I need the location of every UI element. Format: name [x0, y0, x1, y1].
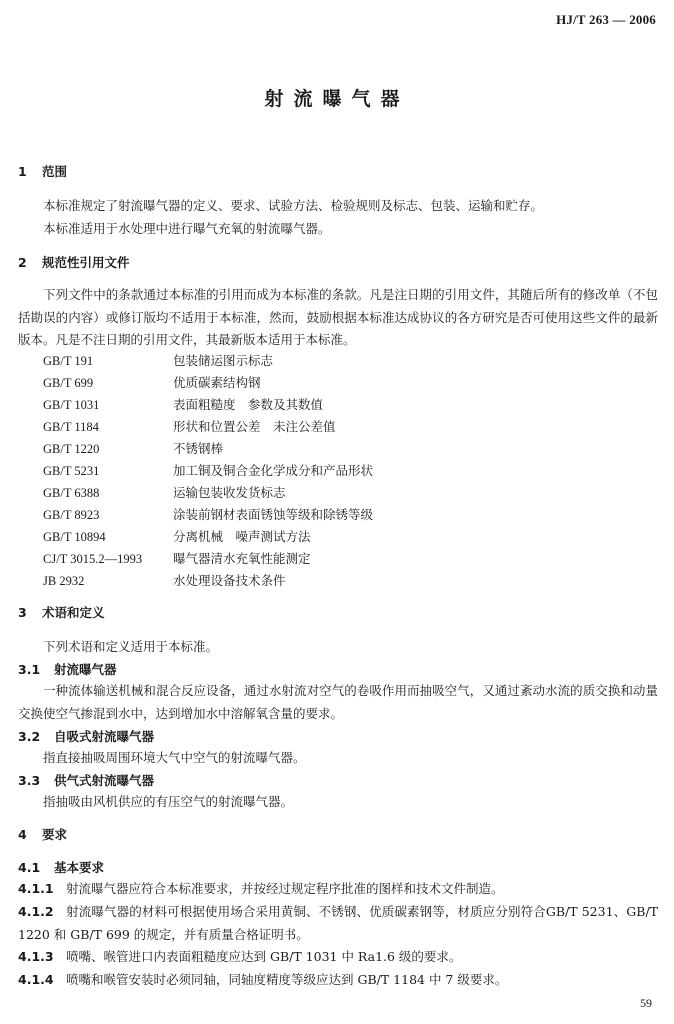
reference-code: CJ/T 3015.2—1993: [43, 552, 143, 566]
section-number: 4: [18, 827, 27, 842]
reference-code: GB/T 10894: [43, 530, 106, 544]
reference-title: 形状和位置公差 未注公差值: [173, 419, 336, 434]
page-title: 射流曝气器: [264, 88, 410, 110]
clause-number: 4.1.3: [18, 949, 54, 964]
term-3-1-heading: [18, 661, 117, 679]
clause-text: 喷嘴和喉管安装时必须同轴，同轴度精度等级应达到 GB/T 1184 中 7 级要求。: [66, 972, 508, 987]
paragraph: 下列术语和定义适用于本标准。: [43, 639, 219, 654]
term-definition: 指抽吸由风机供应的有压空气的射流曝气器。: [43, 794, 294, 809]
paragraph: 本标准规定了射流曝气器的定义、要求、试验方法、检验规则及标志、包装、运输和贮存。: [43, 198, 544, 213]
reference-code: GB/T 1031: [43, 398, 100, 412]
term-3-2-heading: [18, 728, 154, 746]
clause-number: 4.1.1: [18, 881, 54, 896]
term-number: 3.2: [18, 729, 41, 744]
reference-item: [43, 526, 643, 548]
subsection-4-1-heading: [18, 859, 104, 877]
page-number: 59: [640, 996, 652, 1010]
term-definition: 指直接抽吸周围环境大气中空气的射流曝气器。: [43, 750, 306, 765]
term-title: 供气式射流曝气器: [54, 773, 155, 788]
reference-code: GB/T 1184: [43, 420, 99, 434]
clause-number: 4.1.2: [18, 904, 54, 919]
section-title: 术语和定义: [42, 605, 105, 620]
term-3-3-heading: [18, 772, 154, 790]
term-definition: 一种流体输送机械和混合反应设备，通过水射流对空气的卷吸作用而抽吸空气，又通过紊动水流的质交换和动量交换使空气掺混到水中，达到增加水中溶解氧含量的要求。: [18, 683, 658, 721]
reference-item: [43, 570, 643, 592]
reference-item: [43, 548, 643, 570]
reference-item: [43, 394, 643, 416]
term-number: 3.1: [18, 662, 41, 677]
section-1-heading: [18, 163, 67, 181]
clause-4-1-4: [18, 969, 658, 992]
reference-title: 水处理设备技术条件: [173, 573, 286, 588]
section-title: 要求: [42, 827, 68, 842]
clause-number: 4.1.4: [18, 972, 54, 987]
reference-item: [43, 482, 643, 504]
reference-title: 优质碳素结构钢: [173, 375, 261, 390]
term-title: 自吸式射流曝气器: [54, 729, 155, 744]
paragraph: 下列文件中的条款通过本标准的引用而成为本标准的条款。凡是注日期的引用文件，其随后所有的修改单（不包括勘误的内容）或修订版均不适用于本标准，然而，鼓励根据本标准达成协议的各方研究是否可使用这些文件的最新版本。凡是不注日期的引用文件，其最新版本适用于本标准。: [18, 287, 658, 347]
reference-code: GB/T 699: [43, 376, 94, 390]
section-title: 范围: [42, 164, 68, 179]
section-number: 1: [18, 164, 27, 179]
reference-title: 运输包装收发货标志: [173, 485, 286, 500]
term-number: 3.3: [18, 773, 41, 788]
reference-code: JB 2932: [43, 574, 85, 588]
reference-code: GB/T 1220: [43, 442, 100, 456]
subsection-title: 基本要求: [54, 860, 105, 875]
clause-text: 射流曝气器的材料可根据使用场合采用黄铜、不锈钢、优质碳素钢等，材质应分别符合GB/T 5231、GB/T 1220 和 GB/T 699 的规定，并有质量合格证明书。: [18, 904, 658, 942]
section-number: 3: [18, 605, 27, 620]
reference-title: 包装储运图示标志: [173, 353, 274, 368]
reference-item: [43, 416, 643, 438]
reference-item: [43, 504, 643, 526]
clause-4-1-3: [18, 946, 658, 969]
section-2-heading: [18, 254, 130, 272]
section-title: 规范性引用文件: [42, 255, 130, 270]
reference-item: [43, 372, 643, 394]
reference-code: GB/T 8923: [43, 508, 100, 522]
reference-title: 涂装前钢材表面锈蚀等级和除锈等级: [173, 507, 374, 522]
clause-4-1-1: [18, 878, 658, 901]
standard-code: HJ/T 263 — 2006: [556, 12, 656, 27]
reference-title: 不锈钢棒: [173, 441, 224, 456]
reference-item: [43, 460, 643, 482]
reference-code: GB/T 5231: [43, 464, 100, 478]
clause-text: 喷嘴、喉管进口内表面粗糙度应达到 GB/T 1031 中 Ra1.6 级的要求。: [66, 949, 462, 964]
section-3-heading: [18, 604, 105, 622]
term-title: 射流曝气器: [54, 662, 117, 677]
reference-list: [43, 350, 643, 592]
reference-item: [43, 438, 643, 460]
reference-title: 表面粗糙度 参数及其数值: [173, 397, 324, 412]
clause-text: 射流曝气器应符合本标准要求，并按经过规定程序批准的图样和技术文件制造。: [66, 881, 504, 896]
reference-title: 分离机械 噪声测试方法: [173, 529, 311, 544]
reference-title: 加工铜及铜合金化学成分和产品形状: [173, 463, 374, 478]
clause-4-1-2: [18, 901, 658, 946]
subsection-number: 4.1: [18, 860, 41, 875]
reference-code: GB/T 6388: [43, 486, 100, 500]
paragraph: 本标准适用于水处理中进行曝气充氧的射流曝气器。: [43, 221, 331, 236]
section-number: 2: [18, 255, 27, 270]
section-4-heading: [18, 826, 67, 844]
reference-item: [43, 350, 643, 372]
reference-code: GB/T 191: [43, 354, 94, 368]
reference-title: 曝气器清水充氧性能测定: [173, 551, 311, 566]
